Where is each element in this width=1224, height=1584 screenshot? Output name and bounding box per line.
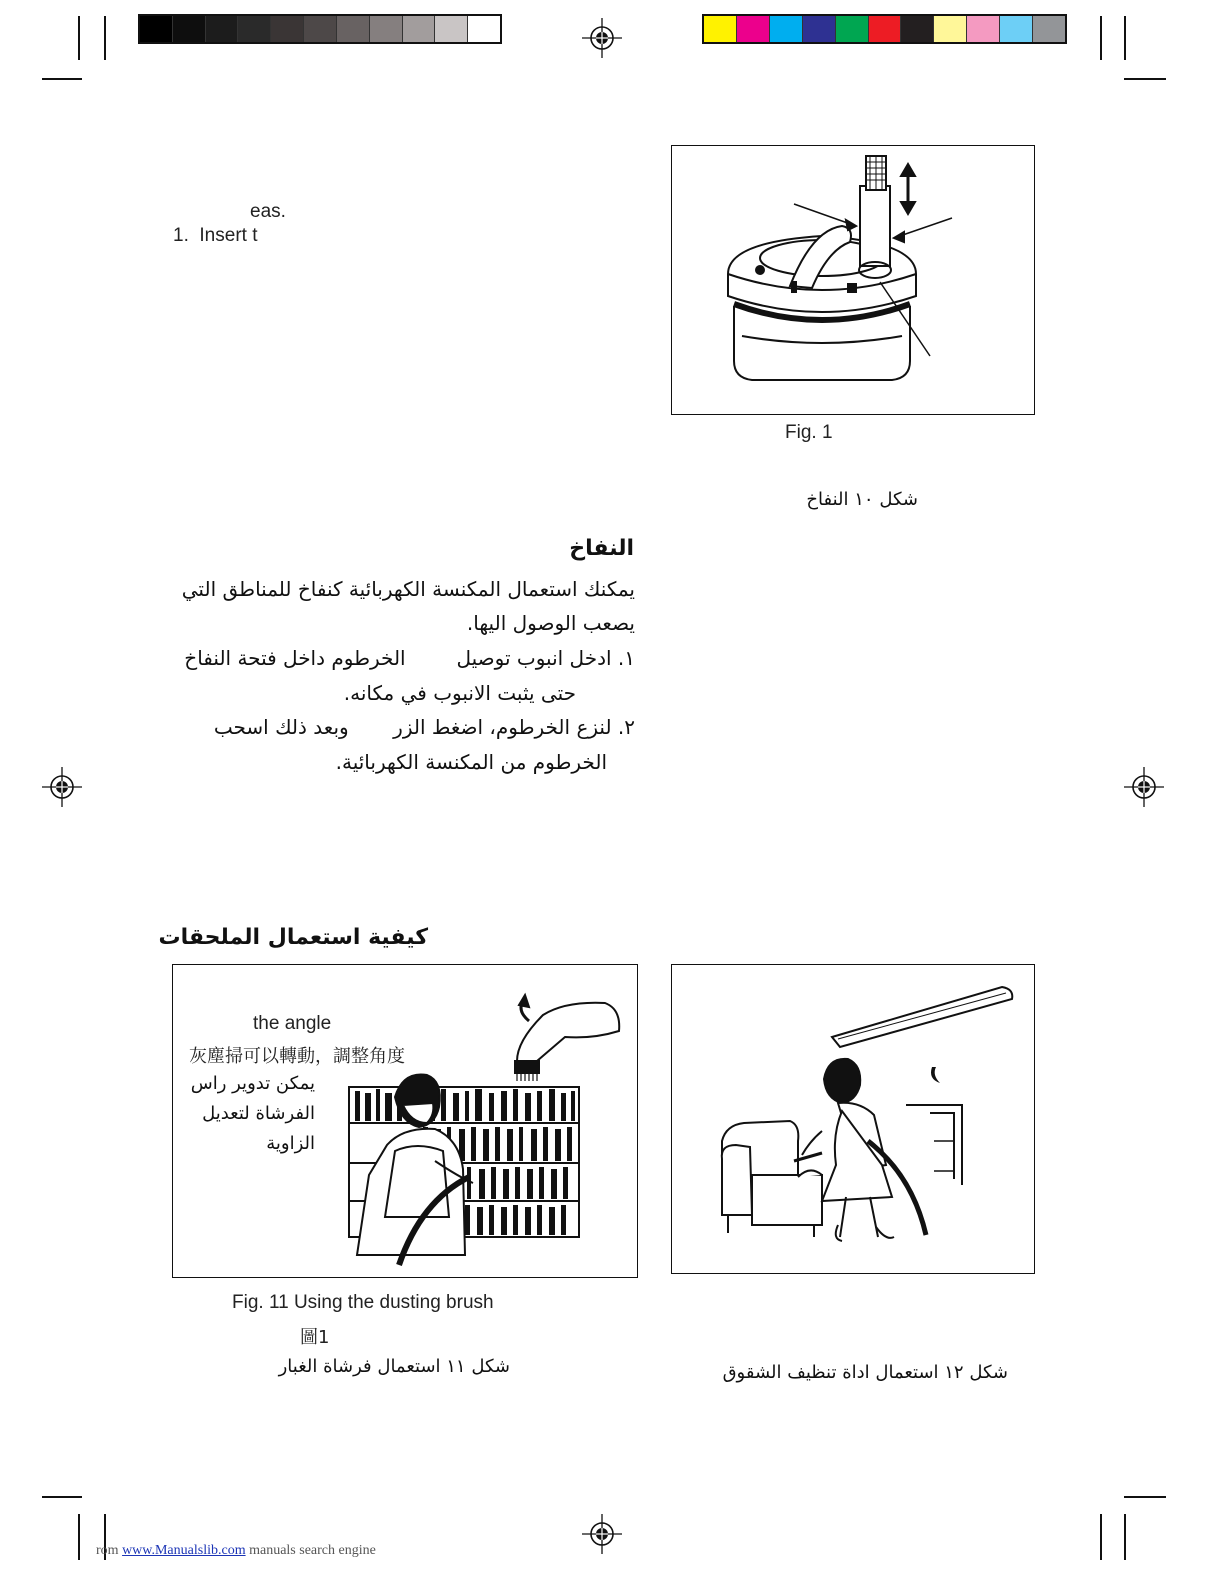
figure-11-angle-label: the angle xyxy=(253,1013,332,1034)
registration-mark-icon xyxy=(582,18,622,58)
crop-mark xyxy=(1100,16,1102,60)
gray-swatch xyxy=(337,16,370,42)
color-swatch xyxy=(934,16,967,42)
color-swatch xyxy=(967,16,1000,42)
figure-12-frame xyxy=(671,964,1035,1274)
figure-11-chinese-label: 灰塵掃可以轉動，調整角度 xyxy=(189,1046,405,1067)
color-swatch xyxy=(737,16,770,42)
blower-text-line: يصعب الوصول اليها. xyxy=(466,611,635,635)
gray-swatch xyxy=(173,16,206,42)
figure-11-frame xyxy=(172,964,638,1278)
footer-prefix: rom xyxy=(96,1543,119,1558)
registration-mark-icon xyxy=(42,767,82,807)
english-fragment-line: eas. xyxy=(250,201,286,222)
crop-mark xyxy=(1124,78,1166,80)
color-calibration-bar xyxy=(702,14,1067,44)
blower-step-1-cont: حتى يثبت الانبوب في مكانه. xyxy=(343,681,576,705)
footer-suffix: manuals search engine xyxy=(249,1543,376,1558)
color-swatch xyxy=(901,16,934,42)
figure-11-chinese-caption: 圖1 xyxy=(300,1327,330,1348)
blower-text-line: يمكنك استعمال المكنسة الكهربائية كنفاخ للمناطق التي xyxy=(181,577,635,601)
crevice-tool-illustration xyxy=(672,965,1035,1274)
gray-swatch xyxy=(271,16,304,42)
color-swatch xyxy=(836,16,869,42)
gray-swatch xyxy=(403,16,436,42)
crop-mark xyxy=(104,16,106,60)
blower-step-2: ٢. لنزع الخرطوم، اضغط الزر وبعد ذلك اسحب xyxy=(213,715,635,739)
gray-swatch xyxy=(140,16,173,42)
crop-mark xyxy=(1124,1514,1126,1560)
color-swatch xyxy=(1033,16,1065,42)
figure-1-arabic-caption: شكل ١٠ النفاخ xyxy=(806,489,918,510)
gray-swatch xyxy=(238,16,271,42)
color-swatch xyxy=(803,16,836,42)
blower-step-1: ١. ادخل انبوب توصيل الخرطوم داخل فتحة النفاخ xyxy=(184,646,635,670)
figure-12-arabic-caption: شكل ١٢ استعمال اداة تنظيف الشقوق xyxy=(722,1362,1008,1383)
figure-1-frame xyxy=(671,145,1035,415)
crop-mark xyxy=(1124,16,1126,60)
gray-swatch xyxy=(468,16,500,42)
crop-mark xyxy=(1100,1514,1102,1560)
gray-swatch xyxy=(206,16,239,42)
english-fragment-step: 1. Insert t xyxy=(173,225,258,246)
color-swatch xyxy=(1000,16,1033,42)
grayscale-calibration-bar xyxy=(138,14,502,44)
crop-mark xyxy=(42,78,82,80)
gray-swatch xyxy=(435,16,468,42)
figure-1-caption: Fig. 1 xyxy=(785,422,833,443)
blower-port-illustration xyxy=(672,146,1035,415)
gray-swatch xyxy=(370,16,403,42)
color-swatch xyxy=(704,16,737,42)
crop-mark xyxy=(1124,1496,1166,1498)
registration-mark-icon xyxy=(582,1514,622,1554)
blower-step-2-cont: الخرطوم من المكنسة الكهربائية. xyxy=(335,750,607,774)
color-swatch xyxy=(869,16,902,42)
figure-11-arabic-label: الزاوية xyxy=(266,1133,315,1154)
color-swatch xyxy=(770,16,803,42)
crop-mark xyxy=(78,16,80,60)
figure-11-arabic-label: الفرشاة لتعديل xyxy=(202,1103,315,1124)
manualslib-footer xyxy=(96,1543,376,1559)
dusting-brush-illustration xyxy=(173,965,638,1278)
crop-mark xyxy=(42,1496,82,1498)
figure-11-caption: Fig. 11 Using the dusting brush xyxy=(232,1292,494,1313)
blower-heading: النفاخ xyxy=(569,536,634,561)
gray-swatch xyxy=(304,16,337,42)
figure-11-arabic-label: يمكن تدوير راس xyxy=(190,1073,315,1094)
manualslib-link[interactable]: www.Manualslib.com xyxy=(122,1543,246,1558)
figure-11-arabic-caption: شكل ١١ استعمال فرشاة الغبار xyxy=(278,1356,510,1377)
registration-mark-icon xyxy=(1124,767,1164,807)
crop-mark xyxy=(78,1514,80,1560)
accessories-heading: كيفية استعمال الملحقات xyxy=(158,925,428,950)
